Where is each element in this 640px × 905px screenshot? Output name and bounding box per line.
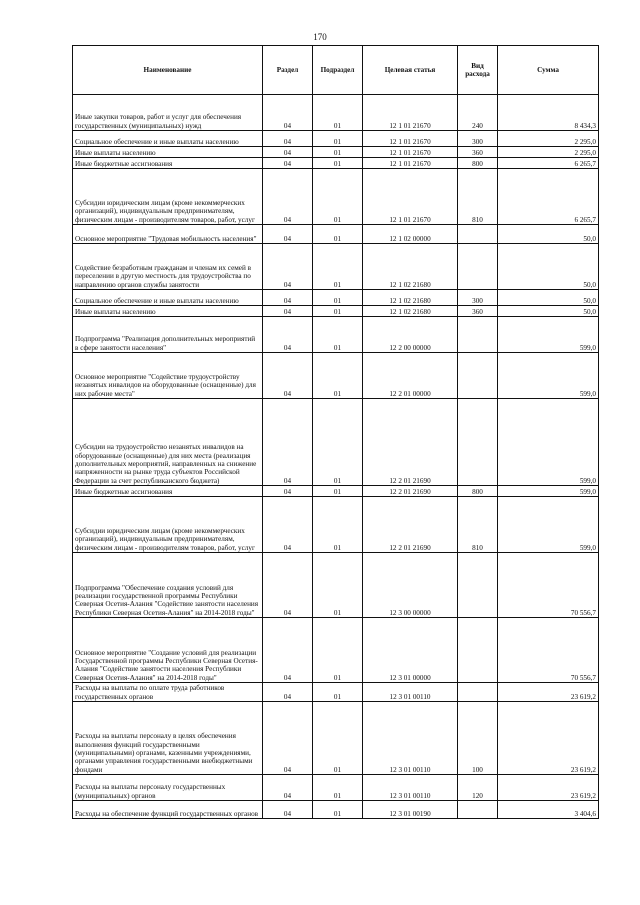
header-target: Целевая статья — [363, 46, 458, 95]
row-section: 04 — [263, 353, 313, 399]
row-section: 04 — [263, 553, 313, 618]
row-type — [458, 618, 498, 683]
row-type — [458, 353, 498, 399]
row-sum: 8 434,3 — [498, 95, 599, 131]
row-name: Иные выплаты населению — [73, 306, 263, 317]
row-sum: 6 265,7 — [498, 158, 599, 169]
page-number: 170 — [313, 32, 327, 42]
row-section: 04 — [263, 306, 313, 317]
row-target: 12 1 01 21670 — [363, 158, 458, 169]
row-type: 300 — [458, 290, 498, 306]
row-type — [458, 317, 498, 353]
row-subsection: 01 — [313, 801, 363, 819]
row-name: Расходы на выплаты персоналу государственных (муниципальных) органов — [73, 775, 263, 801]
row-subsection: 01 — [313, 95, 363, 131]
header-subsection: Подраздел — [313, 46, 363, 95]
row-target: 12 1 01 21670 — [363, 95, 458, 131]
row-section: 04 — [263, 131, 313, 147]
row-name: Подпрограмма "Обеспечение создания условий для реализации государственной программы Республики Северная Осетия-Алания "Содействие занятости населения Республики Северная Осетия-Алания" на 2014-2018 годы" — [73, 553, 263, 618]
row-section: 04 — [263, 801, 313, 819]
row-target: 12 3 01 00110 — [363, 702, 458, 775]
row-type — [458, 801, 498, 819]
row-subsection: 01 — [313, 618, 363, 683]
row-target: 12 3 01 00110 — [363, 775, 458, 801]
row-subsection: 01 — [313, 306, 363, 317]
row-target: 12 3 01 00190 — [363, 801, 458, 819]
row-subsection: 01 — [313, 290, 363, 306]
table-row — [73, 225, 599, 244]
table-body — [73, 95, 599, 819]
table-header-row — [73, 46, 599, 95]
row-name: Основное мероприятие "Трудовая мобильность населения" — [73, 225, 263, 244]
row-section: 04 — [263, 618, 313, 683]
row-subsection: 01 — [313, 225, 363, 244]
row-section: 04 — [263, 702, 313, 775]
row-subsection: 01 — [313, 399, 363, 486]
row-name: Расходы на обеспечение функций государственных органов — [73, 801, 263, 819]
row-target: 12 3 01 00000 — [363, 618, 458, 683]
table-row — [73, 306, 599, 317]
row-section: 04 — [263, 225, 313, 244]
row-subsection: 01 — [313, 553, 363, 618]
row-sum: 50,0 — [498, 290, 599, 306]
row-type: 800 — [458, 486, 498, 497]
header-section: Раздел — [263, 46, 313, 95]
row-section: 04 — [263, 290, 313, 306]
row-type: 240 — [458, 95, 498, 131]
table-row — [73, 618, 599, 683]
table-row — [73, 95, 599, 131]
table-row — [73, 290, 599, 306]
table-row — [73, 244, 599, 290]
row-type: 300 — [458, 131, 498, 147]
row-sum: 50,0 — [498, 306, 599, 317]
row-subsection: 01 — [313, 497, 363, 553]
row-sum: 23 619,2 — [498, 702, 599, 775]
row-name: Расходы на выплаты персоналу в целях обеспечения выполнения функций государственными (муниципальными) органами, казенными учреждениями, органами управления государственными внебюджетными фондами — [73, 702, 263, 775]
row-name: Основное мероприятие "Создание условий для реализации Государственной программы Республики Северная Осетия-Алания "Содействие занятости населения Республики Северная Осетия-Алания" на 2014-2018 годы" — [73, 618, 263, 683]
row-subsection: 01 — [313, 147, 363, 158]
row-target: 12 3 00 00000 — [363, 553, 458, 618]
row-type: 810 — [458, 169, 498, 225]
row-subsection: 01 — [313, 131, 363, 147]
row-section: 04 — [263, 497, 313, 553]
row-section: 04 — [263, 147, 313, 158]
table-row — [73, 553, 599, 618]
row-section: 04 — [263, 244, 313, 290]
table-row — [73, 702, 599, 775]
row-name: Субсидии на трудоустройство незанятых инвалидов на оборудованные (оснащенные) для них места (реализация дополнительных мероприятий, направленных на снижение напряженности на рынке труда субъектов Российской Федерации за счет республиканского бюджета) — [73, 399, 263, 486]
row-target: 12 1 01 21670 — [363, 169, 458, 225]
row-type — [458, 683, 498, 702]
row-sum: 599,0 — [498, 399, 599, 486]
row-target: 12 2 01 21690 — [363, 399, 458, 486]
row-subsection: 01 — [313, 775, 363, 801]
row-section: 04 — [263, 95, 313, 131]
row-subsection: 01 — [313, 169, 363, 225]
row-type: 360 — [458, 306, 498, 317]
row-subsection: 01 — [313, 702, 363, 775]
row-name: Иные бюджетные ассигнования — [73, 486, 263, 497]
row-section: 04 — [263, 486, 313, 497]
row-name: Расходы на выплаты по оплате труда работников государственных органов — [73, 683, 263, 702]
row-section: 04 — [263, 317, 313, 353]
row-subsection: 01 — [313, 317, 363, 353]
row-type: 120 — [458, 775, 498, 801]
row-sum: 50,0 — [498, 244, 599, 290]
table-row — [73, 497, 599, 553]
row-target: 12 1 02 21680 — [363, 306, 458, 317]
row-section: 04 — [263, 158, 313, 169]
row-section: 04 — [263, 169, 313, 225]
row-name: Социальное обеспечение и иные выплаты населению — [73, 290, 263, 306]
row-sum: 70 556,7 — [498, 618, 599, 683]
row-target: 12 1 02 00000 — [363, 225, 458, 244]
header-type: Вид расхода — [458, 46, 498, 95]
row-target: 12 2 00 00000 — [363, 317, 458, 353]
row-target: 12 2 01 21690 — [363, 497, 458, 553]
row-subsection: 01 — [313, 486, 363, 497]
table-row — [73, 147, 599, 158]
header-name: Наименование — [73, 46, 263, 95]
row-section: 04 — [263, 399, 313, 486]
row-sum: 3 404,6 — [498, 801, 599, 819]
row-target: 12 3 01 00110 — [363, 683, 458, 702]
row-name: Содействие безработным гражданам и членам их семей в переселении в другую местность для трудоустройства по направлению органов службы занятости — [73, 244, 263, 290]
row-sum: 23 619,2 — [498, 775, 599, 801]
row-type — [458, 553, 498, 618]
row-subsection: 01 — [313, 158, 363, 169]
row-type: 360 — [458, 147, 498, 158]
row-target: 12 1 01 21670 — [363, 131, 458, 147]
row-subsection: 01 — [313, 244, 363, 290]
row-type — [458, 244, 498, 290]
row-name: Иные бюджетные ассигнования — [73, 158, 263, 169]
row-target: 12 2 01 21690 — [363, 486, 458, 497]
row-type: 810 — [458, 497, 498, 553]
row-name: Социальное обеспечение и иные выплаты населению — [73, 131, 263, 147]
row-sum: 599,0 — [498, 486, 599, 497]
table-row — [73, 131, 599, 147]
row-sum: 2 295,0 — [498, 147, 599, 158]
table-row — [73, 317, 599, 353]
row-sum: 2 295,0 — [498, 131, 599, 147]
row-subsection: 01 — [313, 683, 363, 702]
table-row — [73, 683, 599, 702]
budget-table — [72, 45, 599, 819]
row-type — [458, 225, 498, 244]
table-row — [73, 353, 599, 399]
table-row — [73, 801, 599, 819]
row-section: 04 — [263, 683, 313, 702]
row-name: Субсидии юридическим лицам (кроме некоммерческих организаций), индивидуальным предпринимателям, физическим лицам - производителям товаров, работ, услуг — [73, 169, 263, 225]
table-row — [73, 486, 599, 497]
row-target: 12 1 02 21680 — [363, 290, 458, 306]
table-row — [73, 399, 599, 486]
row-name: Субсидии юридическим лицам (кроме некоммерческих организаций), индивидуальным предпринимателям, физическим лицам - производителям товаров, работ, услуг — [73, 497, 263, 553]
header-sum: Сумма — [498, 46, 599, 95]
row-sum: 599,0 — [498, 353, 599, 399]
row-type — [458, 399, 498, 486]
row-sum: 6 265,7 — [498, 169, 599, 225]
table-row — [73, 775, 599, 801]
row-sum: 70 556,7 — [498, 553, 599, 618]
row-name: Иные закупки товаров, работ и услуг для обеспечения государственных (муниципальных) нужд — [73, 95, 263, 131]
row-sum: 23 619,2 — [498, 683, 599, 702]
row-name: Иные выплаты населению — [73, 147, 263, 158]
row-target: 12 1 01 21670 — [363, 147, 458, 158]
row-name: Основное мероприятие "Содействие трудоустройству незанятых инвалидов на оборудованные (оснащенные) для них рабочие места" — [73, 353, 263, 399]
table-row — [73, 158, 599, 169]
row-target: 12 1 02 21680 — [363, 244, 458, 290]
row-sum: 599,0 — [498, 317, 599, 353]
row-section: 04 — [263, 775, 313, 801]
table-row — [73, 169, 599, 225]
row-type: 100 — [458, 702, 498, 775]
row-subsection: 01 — [313, 353, 363, 399]
row-name: Подпрограмма "Реализация дополнительных мероприятий в сфере занятости населения" — [73, 317, 263, 353]
row-type: 800 — [458, 158, 498, 169]
row-sum: 50,0 — [498, 225, 599, 244]
row-sum: 599,0 — [498, 497, 599, 553]
row-target: 12 2 01 00000 — [363, 353, 458, 399]
